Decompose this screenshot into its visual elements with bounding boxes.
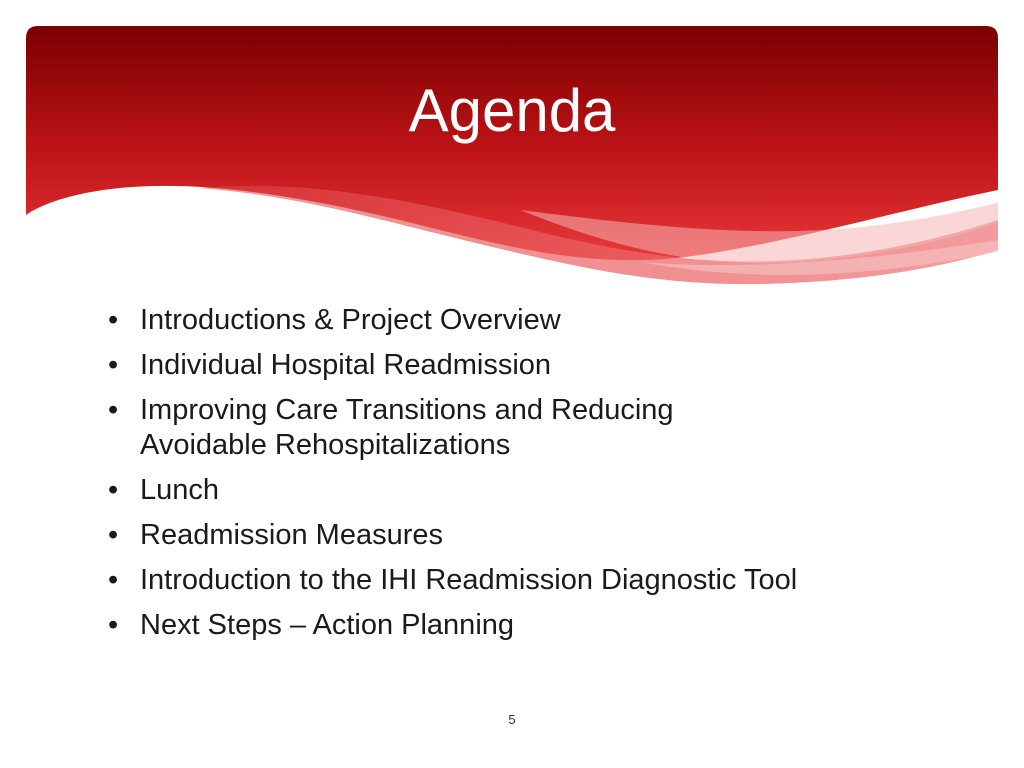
agenda-item-text: Introduction to the IHI Readmission Diagnostic Tool bbox=[140, 564, 798, 596]
agenda-item bbox=[108, 608, 948, 643]
bullet-icon: • bbox=[108, 474, 119, 506]
bullet-icon: • bbox=[108, 519, 119, 551]
agenda-item-text: Next Steps – Action Planning bbox=[140, 609, 515, 641]
header-wave-graphic bbox=[0, 0, 1024, 300]
page-number: 5 bbox=[508, 712, 516, 727]
agenda-item-text: Lunch bbox=[140, 474, 220, 506]
agenda-item bbox=[108, 348, 948, 383]
agenda-item bbox=[108, 563, 948, 598]
agenda-item bbox=[108, 518, 948, 553]
agenda-item-text: Improving Care Transitions and Reducing Avoidable Rehospitalizations bbox=[140, 394, 674, 461]
bullet-icon: • bbox=[108, 304, 119, 336]
slide-title: Agenda bbox=[408, 77, 616, 144]
agenda-list bbox=[108, 303, 948, 653]
agenda-item bbox=[108, 473, 948, 508]
bullet-icon: • bbox=[108, 564, 119, 596]
agenda-item-text: Introductions & Project Overview bbox=[140, 304, 561, 336]
bullet-icon: • bbox=[108, 349, 119, 381]
agenda-item bbox=[108, 393, 948, 463]
agenda-item-text: Readmission Measures bbox=[140, 519, 444, 551]
agenda-item-text: Individual Hospital Readmission bbox=[140, 349, 552, 381]
agenda-item bbox=[108, 303, 948, 338]
bullet-icon: • bbox=[108, 394, 119, 426]
bullet-icon: • bbox=[108, 609, 119, 641]
header-banner bbox=[0, 0, 1024, 300]
